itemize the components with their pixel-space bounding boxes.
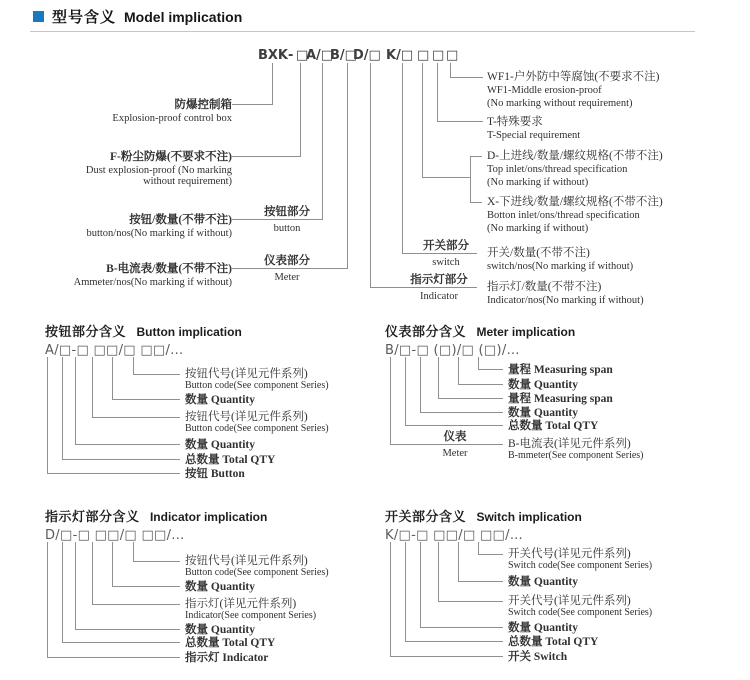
label-en: Switch code(See component Series) — [508, 607, 653, 618]
label-cn: 总数量 Total QTY — [185, 637, 276, 649]
section-heading-en: Meter implication — [476, 325, 576, 339]
mid-label-en: switch — [432, 257, 460, 268]
mid-label-en: Indicator — [420, 291, 458, 302]
section-heading-indicator — [45, 506, 267, 526]
callout-en: Ammeter/nos(No marking if without) — [73, 277, 232, 288]
mid-label-en: button — [273, 223, 301, 234]
callout-wf1 — [487, 71, 660, 109]
label-row — [508, 595, 652, 619]
label-cn: 数量 Quantity — [508, 576, 578, 588]
model-code-seg-b: B/□ — [330, 48, 357, 63]
connector-line — [76, 542, 181, 630]
label-cn: 按钮代号(详见元件系列) — [185, 368, 308, 380]
label-row — [185, 368, 329, 392]
callout-en: Top inlet/ons/thread specification — [487, 164, 628, 175]
label-row — [508, 438, 644, 462]
mid-label-cn: 按钮部分 — [264, 206, 310, 218]
label-cn: 指示灯 Indicator — [185, 652, 269, 664]
callout-en: (No marking if without) — [487, 223, 589, 234]
label-cn: 开关代号(详见元件系列) — [508, 595, 631, 607]
label-en: Button code(See component Series) — [185, 567, 329, 578]
model-code-seg-d: D/□ — [353, 48, 381, 63]
callout-en: (No marking without requirement) — [487, 98, 633, 109]
formula-indicator: D/□-□ □□/□ □□/… — [45, 528, 185, 543]
label-en: B-mmeter(See component Series) — [508, 450, 644, 461]
mid-label-en: Meter — [274, 272, 300, 283]
label-cn: 指示灯(详见元件系列) — [185, 598, 297, 610]
connector-line — [93, 357, 181, 418]
callout-explosion-proof-box — [112, 99, 232, 124]
connector-line — [459, 542, 504, 582]
connector-line — [438, 63, 484, 122]
connector-line — [232, 63, 348, 269]
connector-line — [232, 63, 273, 105]
connector-line — [113, 357, 181, 400]
label-cn: 总数量 Total QTY — [185, 454, 276, 466]
model-code-dash: - — [288, 48, 294, 63]
label-cn: 数量 Quantity — [185, 624, 255, 636]
section-heading-button — [45, 321, 242, 341]
bracket-line — [471, 157, 483, 203]
label-cn: 数量 Quantity — [185, 581, 255, 593]
connector-line — [423, 63, 472, 178]
callout-en: button/nos(No marking if without) — [86, 228, 232, 239]
section-heading-meter — [385, 321, 575, 341]
label-cn: 开关代号(详见元件系列) — [508, 548, 631, 560]
label-en: Button code(See component Series) — [185, 423, 329, 434]
label-cn: 按钮 Button — [185, 468, 245, 480]
mid-label-indicator-part — [400, 274, 478, 302]
label-row — [508, 393, 613, 405]
label-cn: 总数量 Total QTY — [508, 420, 599, 432]
formula-meter: B/□-□ (□)/□ (□)/… — [385, 343, 520, 358]
label-row — [185, 394, 255, 406]
label-cn: 量程 Measuring span — [508, 393, 613, 405]
model-code-seg-a: A/□ — [306, 48, 334, 63]
label-cn: 按钮代号(详见元件系列) — [185, 555, 308, 567]
callout-ammeter-qty — [74, 263, 232, 288]
label-cn: 开关 Switch — [508, 651, 568, 663]
page-title-cn: 型号含义 — [52, 9, 117, 26]
callout-bottom-inlet — [487, 196, 663, 234]
mid-label-cn: 仪表 — [443, 431, 467, 443]
connector-line — [403, 63, 478, 254]
callout-cn: 指示灯/数量(不带不注) — [487, 281, 602, 293]
section-heading-cn: 指示灯部分含义 — [45, 509, 140, 524]
model-code-box-dx: □ — [417, 48, 430, 63]
connector-line — [76, 357, 181, 445]
label-row — [508, 576, 578, 588]
callout-en: Botton inlet/ons/thread specification — [487, 210, 640, 221]
model-code-box-wf1: □ — [446, 48, 459, 63]
label-row — [508, 636, 598, 648]
connector-line — [113, 542, 181, 587]
label-cn: 数量 Quantity — [508, 407, 578, 419]
callout-cn: 按钮/数量(不带不注) — [129, 214, 232, 226]
connector-line — [232, 63, 323, 220]
label-row — [508, 407, 578, 419]
label-row — [508, 379, 578, 391]
page-title-en: Model implication — [124, 8, 243, 25]
callout-cn: WF1-户外防中等腐蚀(不要求不注) — [487, 71, 660, 83]
connector-line — [439, 357, 504, 399]
mid-label-meter — [424, 431, 486, 459]
label-row — [185, 598, 316, 622]
callout-cn: D-上进线/数量/螺纹规格(不带不注) — [487, 150, 663, 162]
model-code-box-t: □ — [432, 48, 445, 63]
callout-en: WF1-Middle erosion-proof — [487, 85, 602, 96]
section-heading-en: Switch implication — [476, 510, 582, 524]
label-row — [508, 548, 652, 572]
callout-en: Explosion-proof control box — [112, 113, 232, 124]
label-row — [185, 624, 255, 636]
label-cn: 数量 Quantity — [508, 622, 578, 634]
label-cn: 数量 Quantity — [185, 394, 255, 406]
callout-en: switch/nos(No marking if without) — [487, 261, 634, 272]
mid-label-cn: 仪表部分 — [264, 255, 310, 267]
callout-cn: X-下进线/数量/螺纹规格(不带不注) — [487, 196, 663, 208]
mid-label-cn: 开关部分 — [423, 240, 469, 252]
label-row — [185, 652, 268, 664]
label-row — [185, 454, 275, 466]
label-row — [508, 622, 578, 634]
connector-line — [48, 542, 181, 658]
callout-top-inlet — [487, 150, 663, 188]
label-cn: 总数量 Total QTY — [508, 636, 599, 648]
connector-line — [459, 357, 504, 385]
callout-en: Dust explosion-proof (No marking without requirement) — [85, 165, 232, 187]
callout-en: T-Special requirement — [487, 130, 581, 141]
label-row — [185, 468, 245, 480]
connector-line — [134, 542, 181, 562]
connector-line — [479, 542, 504, 555]
callout-cn: B-电流表/数量(不带不注) — [106, 263, 232, 275]
callout-cn: F-粉尘防爆(不要求不注) — [109, 151, 232, 163]
label-cn: 按钮代号(详见元件系列) — [185, 411, 308, 423]
callout-indicator-qty — [487, 281, 644, 306]
callout-dust-explosion-proof — [60, 151, 232, 187]
section-heading-cn: 仪表部分含义 — [385, 324, 467, 339]
connector-line — [232, 63, 301, 157]
model-code-box-f: □ — [296, 48, 309, 63]
label-row — [185, 439, 255, 451]
callout-en: (No marking if without) — [487, 177, 589, 188]
formula-button: A/□-□ □□/□ □□/… — [45, 343, 184, 358]
label-row — [508, 364, 613, 376]
callout-special-requirement — [487, 116, 580, 141]
connector-line — [63, 542, 181, 643]
connector-line — [93, 542, 181, 605]
section-heading-en: Indicator implication — [149, 510, 268, 524]
label-row — [185, 581, 255, 593]
mid-label-switch-part — [412, 240, 480, 268]
callout-switch-qty — [487, 247, 633, 272]
formula-switch: K/□-□ □□/□ □□/… — [385, 528, 524, 543]
label-row — [185, 411, 329, 435]
label-row — [508, 420, 598, 432]
label-cn: 数量 Quantity — [185, 439, 255, 451]
connector-line — [134, 357, 181, 375]
mid-label-cn: 指示灯部分 — [410, 274, 468, 286]
label-en: Button code(See component Series) — [185, 380, 329, 391]
model-code-prefix: BXK — [258, 48, 289, 63]
label-cn: 量程 Measuring span — [508, 364, 613, 376]
mid-label-meter-part — [252, 255, 322, 283]
connector-line — [479, 357, 504, 370]
label-en: Switch code(See component Series) — [508, 560, 653, 571]
section-heading-switch — [385, 506, 582, 526]
section-heading-en: Button implication — [136, 325, 242, 339]
mid-label-en: Meter — [442, 448, 468, 459]
label-row — [185, 555, 329, 579]
section-heading-cn: 开关部分含义 — [385, 509, 467, 524]
connector-line — [439, 542, 504, 602]
label-en: Indicator(See component Series) — [185, 610, 317, 621]
callout-cn: 防爆控制箱 — [174, 99, 232, 111]
callout-en: Indicator/nos(No marking if without) — [487, 295, 644, 306]
label-row — [185, 637, 275, 649]
connector-line — [391, 542, 504, 657]
label-row — [508, 651, 567, 663]
connector-line — [451, 63, 484, 78]
callout-cn: 开关/数量(不带不注) — [487, 247, 590, 259]
mid-label-button-part — [252, 206, 322, 234]
model-code-seg-k: K/□ — [386, 48, 414, 63]
callout-cn: T-特殊要求 — [487, 116, 543, 128]
section-heading-cn: 按钮部分含义 — [45, 324, 127, 339]
callout-button-qty — [86, 214, 232, 239]
label-cn: 数量 Quantity — [508, 379, 578, 391]
label-cn: B-电流表(详见元件系列) — [508, 438, 631, 450]
